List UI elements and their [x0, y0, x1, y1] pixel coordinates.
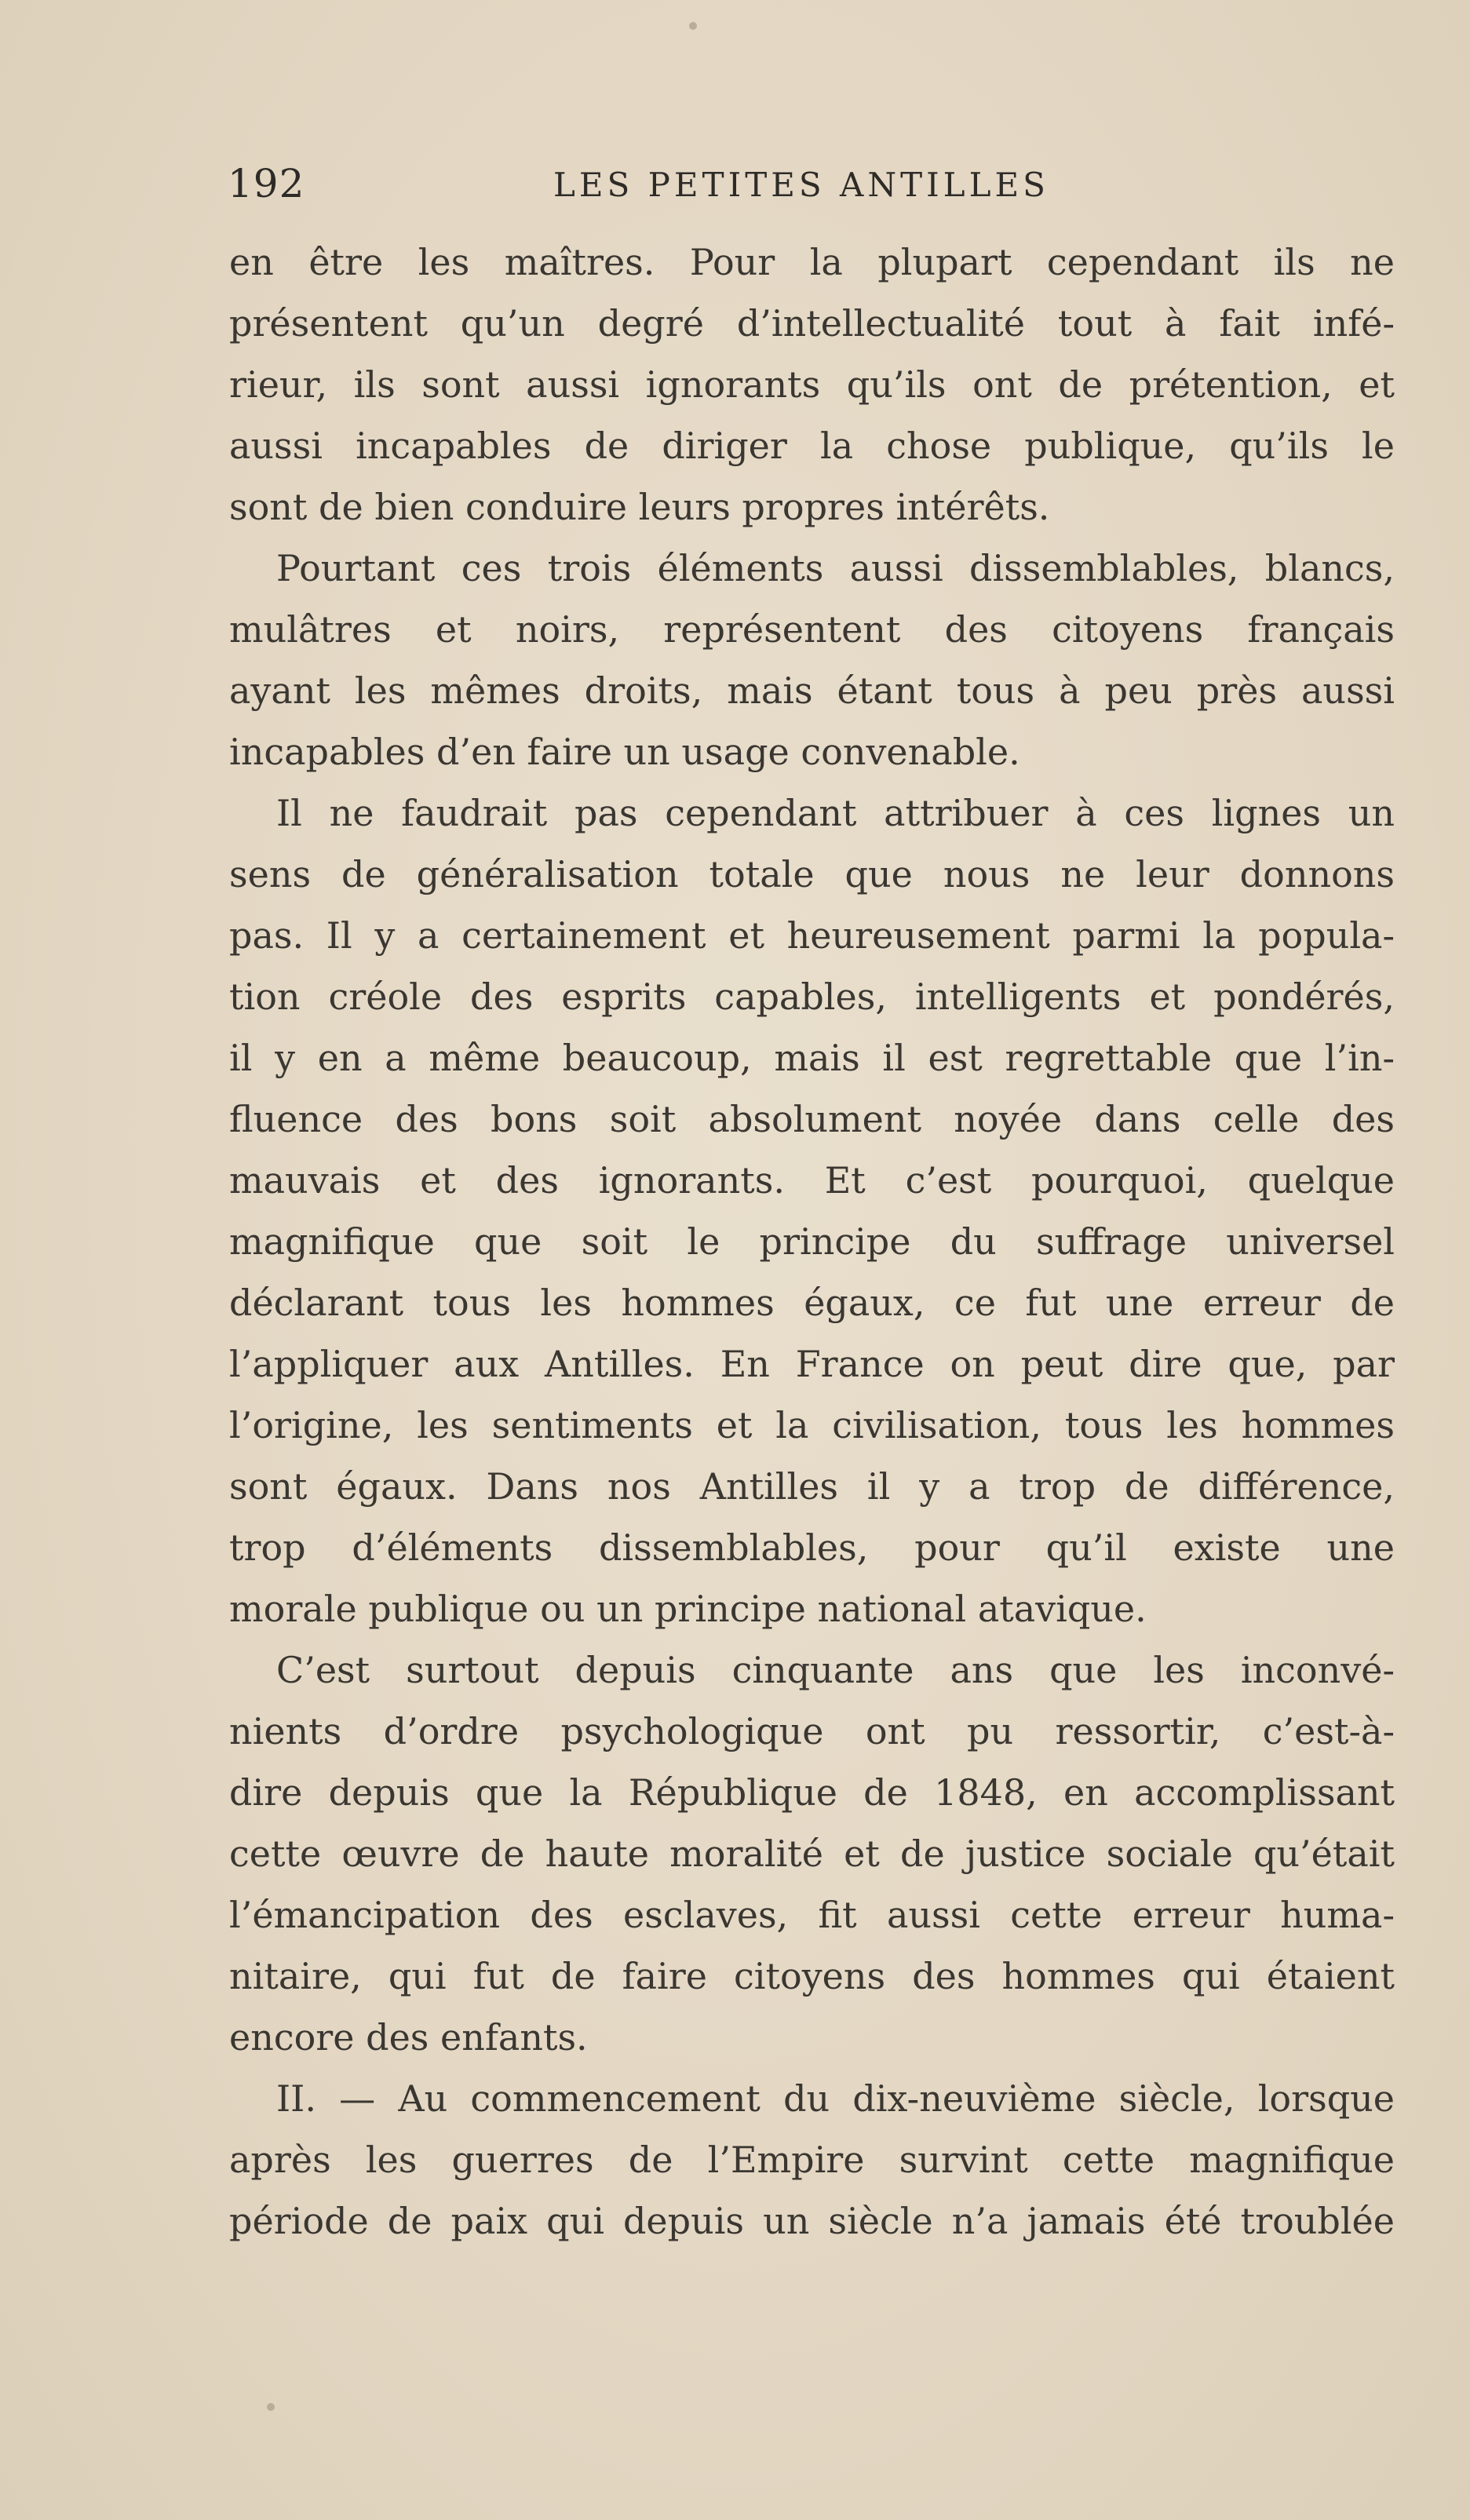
text-line: présentent qu’un degré d’intellectualité tout à fait infé- — [229, 302, 1395, 345]
text-line: sont égaux. Dans nos Antilles il y a trop de différence, — [229, 1465, 1395, 1508]
text-line: rieur, ils sont aussi ignorants qu’ils ont de prétention, et — [229, 363, 1395, 406]
text-line: sont de bien conduire leurs propres intérêts. — [229, 486, 1050, 528]
text-line: nitaire, qui fut de faire citoyens des hommes qui étaient — [229, 1955, 1395, 1997]
text-line: cette œuvre de haute moralité et de justice sociale qu’était — [229, 1833, 1395, 1875]
text-line: pas. Il y a certainement et heureusement parmi la popula- — [229, 914, 1395, 957]
text-line: il y en a même beaucoup, mais il est regrettable que l’in- — [229, 1037, 1395, 1079]
text-line: incapables d’en faire un usage convenable. — [229, 731, 1020, 773]
text-line: en être les maîtres. Pour la plupart cependant ils ne — [229, 241, 1395, 283]
text-line: morale publique ou un principe national atavique. — [229, 1588, 1147, 1630]
text-line: encore des enfants. — [229, 2016, 588, 2059]
page-number: 192 — [228, 161, 305, 206]
paper-spot — [267, 2403, 275, 2411]
text-line: l’origine, les sentiments et la civilisation, tous les hommes — [229, 1404, 1395, 1446]
text-line: période de paix qui depuis un siècle n’a jamais été troublée — [229, 2200, 1395, 2242]
text-line: sens de généralisation totale que nous ne leur donnons — [229, 853, 1395, 895]
text-line: mulâtres et noirs, représentent des citoyens français — [229, 608, 1395, 651]
text-line: l’appliquer aux Antilles. En France on peut dire que, par — [229, 1343, 1395, 1385]
text-line: II. — Au commencement du dix-neuvième siècle, lorsque — [276, 2077, 1395, 2120]
text-line: tion créole des esprits capables, intelligents et pondérés, — [229, 976, 1395, 1018]
text-line: aussi incapables de diriger la chose publique, qu’ils le — [229, 425, 1395, 467]
text-line: trop d’éléments dissemblables, pour qu’il existe une — [229, 1526, 1395, 1569]
text-line: nients d’ordre psychologique ont pu ressortir, c’est-à- — [229, 1710, 1395, 1752]
text-line: déclarant tous les hommes égaux, ce fut une erreur de — [229, 1282, 1395, 1324]
text-line: C’est surtout depuis cinquante ans que les inconvé- — [276, 1649, 1395, 1691]
text-line: mauvais et des ignorants. Et c’est pourquoi, quelque — [229, 1159, 1395, 1202]
running-title: LES PETITES ANTILLES — [553, 166, 1049, 204]
text-line: magnifique que soit le principe du suffrage universel — [229, 1220, 1395, 1263]
page-header — [228, 161, 1405, 216]
text-line: fluence des bons soit absolument noyée dans celle des — [229, 1098, 1395, 1140]
text-line: ayant les mêmes droits, mais étant tous à peu près aussi — [229, 669, 1395, 712]
body-text — [229, 232, 1395, 2252]
text-line: l’émancipation des esclaves, fit aussi cette erreur huma- — [229, 1894, 1395, 1936]
text-line: Pourtant ces trois éléments aussi dissemblables, blancs, — [276, 547, 1395, 589]
text-line: dire depuis que la République de 1848, en accomplissant — [229, 1771, 1395, 1814]
text-line: Il ne faudrait pas cependant attribuer à ces lignes un — [276, 792, 1395, 834]
text-line: après les guerres de l’Empire survint cette magnifique — [229, 2139, 1395, 2181]
paper-spot — [689, 22, 697, 30]
